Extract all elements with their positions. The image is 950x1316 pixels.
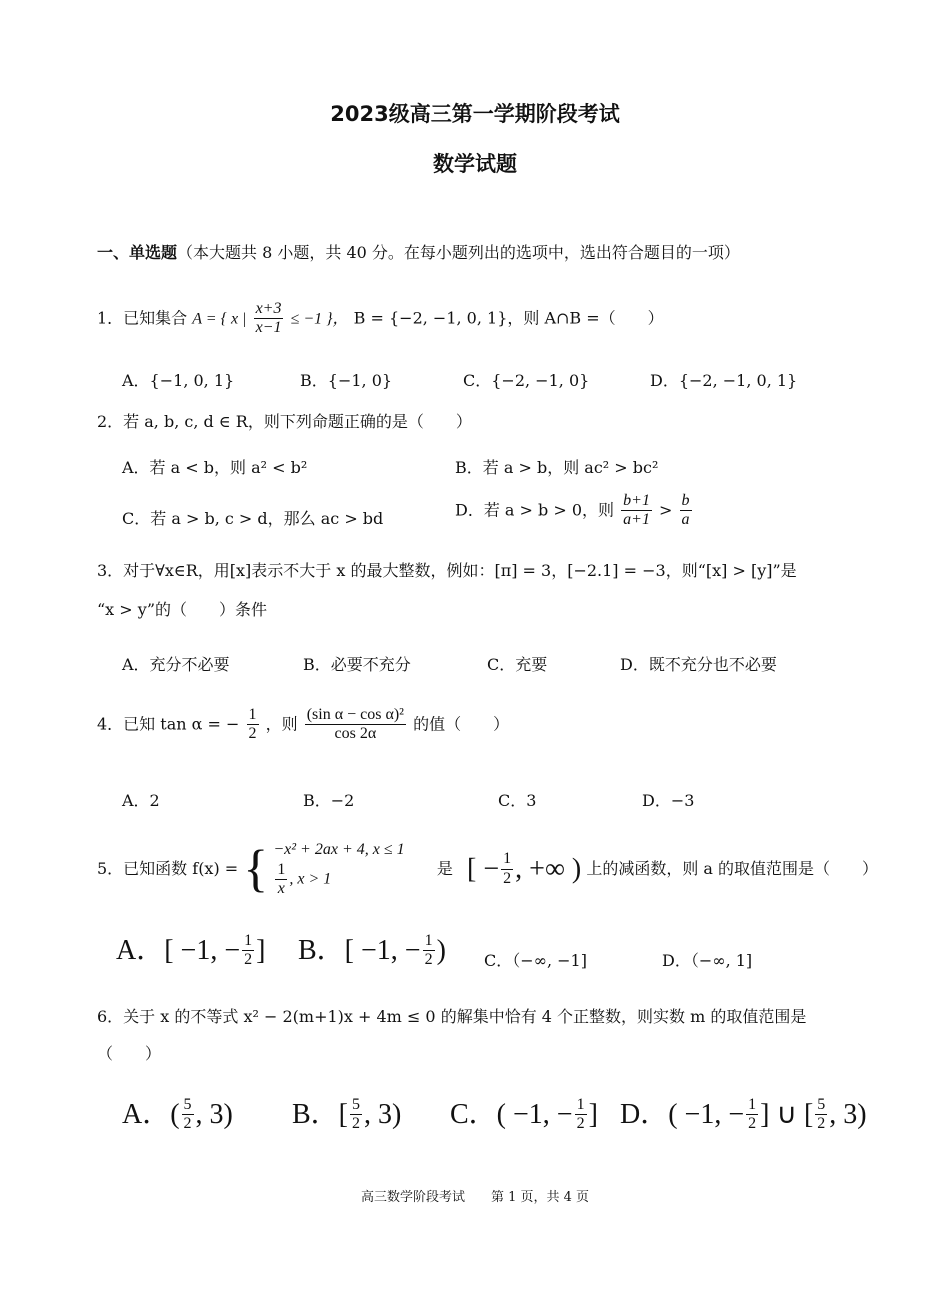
- q1-set-a-tail: ≤ −1 }，: [290, 310, 349, 328]
- question-3-line-2: “x > y”的（ ）条件: [97, 600, 268, 619]
- q6-option-d: D．( −1, − $\frac{1}{2}$ ] ∪ [ $\frac{5}{2}$ , 3): [620, 1096, 867, 1133]
- q1-fraction: $\frac{x+3}{x-1}$: [255, 300, 282, 337]
- q3-option-b: B．必要不充分: [303, 655, 411, 674]
- page-footer: 高三数学阶段考试 第 1 页，共 4 页: [360, 1190, 590, 1205]
- q2-option-c: C．若 a > b, c > d，那么 ac > bd: [122, 509, 384, 528]
- q2-option-d: D．若 a > b > 0，则 $\frac{b+1}{a+1}$ > $\frac{b}{a}$: [455, 492, 690, 529]
- q1-option-d: D．{−2, −1, 0, 1}: [650, 371, 798, 390]
- q1-stem-text: 1．已知集合: [97, 308, 188, 328]
- q1-option-b: B．{−1, 0}: [300, 371, 393, 390]
- exam-title: 2023级高三第一学期阶段考试: [330, 102, 620, 126]
- q6-option-b: B．[ $\frac{5}{2}$ , 3): [292, 1096, 402, 1133]
- q5-piece-1: −x² + 2ax + 4, x ≤ 1: [273, 841, 405, 858]
- q2-option-a: A．若 a < b，则 a² < b²: [122, 458, 308, 477]
- q4-expression-fraction: $\frac{\text{(sin α − cos α)²}}{\cos 2\alpha}$: [306, 706, 404, 743]
- question-3-line-1: 3．对于∀x∈R，用[x]表示不大于 x 的最大整数，例如：[π] = 3，[−2.1] = −3，则“[x] > [y]”是: [97, 561, 797, 580]
- q4-option-d: D．−3: [642, 791, 695, 810]
- q2-fraction-left: $\frac{b+1}{a+1}$: [623, 492, 650, 529]
- question-1-stem: [97, 300, 664, 338]
- section-title: 一、单选题: [97, 243, 178, 262]
- q3-option-d: D．既不充分也不必要: [620, 655, 777, 674]
- q4-option-a: A．2: [122, 791, 160, 810]
- exam-subtitle: 数学试题: [433, 152, 517, 176]
- q2-option-b: B．若 a > b，则 ac² > bc²: [455, 458, 659, 477]
- q5-option-a: A．[ −1, − $\frac{1}{2}$ ]: [116, 932, 266, 969]
- q6-option-a: A．( $\frac{5}{2}$ , 3): [122, 1096, 233, 1133]
- q5-option-d: D．（−∞, 1]: [662, 951, 753, 970]
- q5-option-b: B．[ −1, − $\frac{1}{2}$ ): [298, 932, 446, 969]
- q1-option-c: C．{−2, −1, 0}: [463, 371, 590, 390]
- q2-fraction-right: $\frac{b}{a}$: [681, 492, 690, 529]
- q4-half-fraction: $\frac{1}{2}$: [248, 706, 257, 743]
- q5-piecewise: [273, 840, 404, 899]
- q5-piece-2: $\frac{1}{x}$ , x > 1: [277, 860, 332, 898]
- question-2-stem: 2．若 a, b, c, d ∈ R，则下列命题正确的是（ ）: [97, 412, 472, 431]
- q3-option-c: C．充要: [487, 655, 548, 674]
- section-note: （本大题共 8 小题，共 40 分。在每小题列出的选项中，选出符合题目的一项）: [177, 243, 740, 262]
- question-6-line-1: 6．关于 x 的不等式 x² − 2(m+1)x + 4m ≤ 0 的解集中恰有 4 个正整数，则实数 m 的取值范围是: [97, 1007, 807, 1026]
- question-5-stem: 5．已知函数 f(x) = { −x² + 2ax + 4, x ≤ 1 $\frac{1}{x}$ , x > 1 是 [ − $\frac{1}{2}$ , +∞ ) 上的减函数，则 a 的取值范围是（ ）: [97, 840, 879, 898]
- q5-left-brace: {: [243, 840, 269, 898]
- q4-option-c: C．3: [498, 791, 537, 810]
- q4-option-b: B．−2: [303, 791, 355, 810]
- q1-option-a: A．{−1, 0, 1}: [122, 371, 235, 390]
- q1-set-a: A = { x |: [192, 310, 247, 328]
- q5-option-c: C．（−∞, −1]: [484, 951, 587, 970]
- q1-set-b: B = {−2, −1, 0, 1}，则 A∩B =（ ）: [353, 308, 664, 328]
- question-6-line-2: （ ）: [97, 1044, 162, 1063]
- q3-option-a: A．充分不必要: [122, 655, 230, 674]
- section-heading: [97, 243, 740, 262]
- q5-interval: [ − $\frac{1}{2}$ , +∞ ): [467, 850, 582, 887]
- q6-option-c: C．( −1, − $\frac{1}{2}$ ]: [450, 1096, 598, 1133]
- question-4-stem: 4．已知 tan α = − $\frac{1}{2}$ ，则 $\frac{\text{(sin α − cos α)²}}{\cos 2\alpha}$ 的值（ ）: [97, 706, 510, 743]
